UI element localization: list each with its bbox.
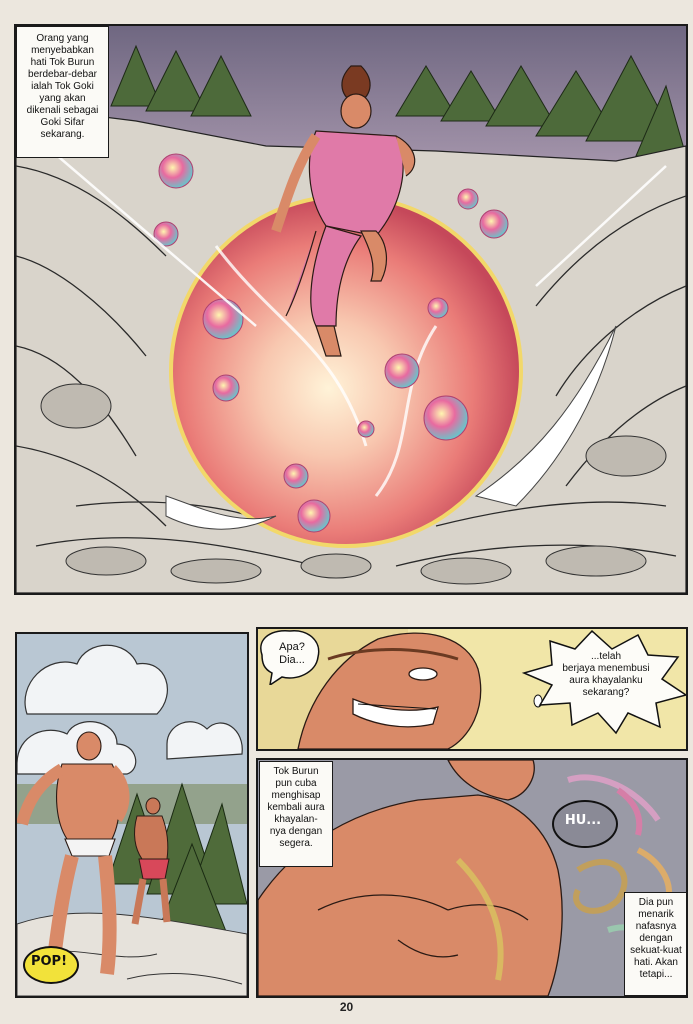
fighters-artwork: [17, 634, 247, 996]
narration-caption-goki: Orang yang menyebabkan hati Tok Burun berdebar-debar ialah Tok Goki yang akan dikenali sebagai Goki Sifar sekarang.: [16, 26, 109, 158]
speech-text-left: Apa? Dia...: [279, 641, 305, 666]
page-number: 20: [339, 1000, 354, 1014]
pop-sfx-text: POP!: [30, 954, 68, 969]
panel-splash: [14, 24, 688, 595]
panel-inhale: [256, 758, 688, 998]
splash-artwork: [16, 26, 686, 593]
thought-text-right: ...telah berjaya menembusi aura khayalanku sekarang?: [562, 651, 650, 698]
hu-sfx-text: HU...: [564, 813, 602, 828]
narration-caption-tok-burun: Tok Burun pun cuba menghisap kembali aura khayalan- nya dengan segera.: [259, 761, 333, 867]
panel-fighters: [15, 632, 249, 998]
panel-shocked-face: [256, 627, 688, 751]
narration-caption-inhale: Dia pun menarik nafasnya dengan sekuat-kuat hati. Akan tetapi...: [624, 892, 688, 996]
